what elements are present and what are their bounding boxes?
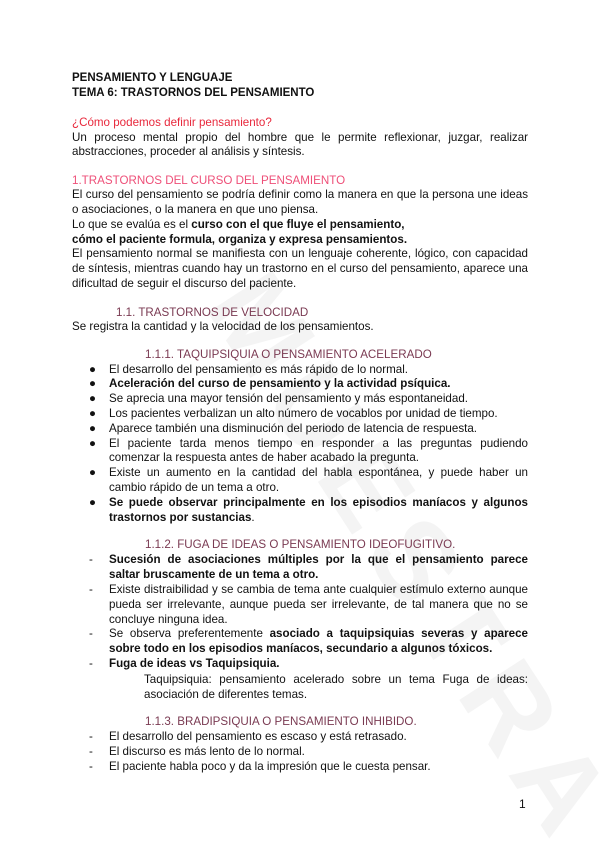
list-item: ● Se puede observar principalmente en los episodios maníacos y algunos trastornos por sustancias. (89, 495, 528, 524)
dash-marker: - (89, 582, 93, 596)
list-item: ● Los pacientes verbalizan un alto número de vocablos por unidad de tiempo. (89, 406, 498, 420)
page-number: 1 (519, 797, 526, 811)
taquipsiquia-list (72, 363, 528, 526)
section-1-1-3-heading: 1.1.3. BRADIPSIQUIA O PENSAMIENTO INHIBIDO. (145, 715, 417, 729)
list-item: ● El paciente tarda menos tiempo en responder a las preguntas pudiendo comenzar la respuesta antes de haber acabado la pregunta. (89, 436, 528, 465)
section-1-heading: 1.TRASTORNOS DEL CURSO DEL PENSAMIENTO (72, 174, 346, 188)
list-item: - Fuga de ideas vs Taquipsiquia. (89, 656, 280, 670)
list-item: - Sucesión de asociaciones múltiples por la que el pensamiento parece saltar bruscamente de un tema a otro. (89, 553, 528, 582)
document-content (72, 71, 528, 775)
fuga-ideas-list (72, 553, 528, 671)
section-1-1-2-heading: 1.1.2. FUGA DE IDEAS O PENSAMIENTO IDEOFUGITIVO. (145, 538, 456, 552)
section-1-paragraph-1: El curso del pensamiento se podría definir como la manera en que la persona une ideas o asociaciones, o la manera en que uno piensa. (72, 188, 528, 216)
intro-answer: Un proceso mental propio del hombre que le permite reflexionar, juzgar, realizar abstracciones, proceder al análisis y síntesis. (72, 130, 528, 159)
list-item: ● Aceleración del curso de pensamiento y la actividad psíquica. (89, 377, 451, 391)
bullet-marker: ● (89, 392, 97, 406)
bullet-marker: ● (89, 406, 97, 420)
list-item: - El desarrollo del pensamiento es escaso y está retrasado. (89, 730, 407, 744)
bullet-marker: ● (89, 421, 97, 435)
section-1-1-1-heading: 1.1.1. TAQUIPSIQUIA O PENSAMIENTO ACELERADO (145, 347, 432, 361)
bullet-marker: ● (89, 436, 97, 450)
list-item: ● Existe un aumento en la cantidad del habla espontánea, y puede haber un cambio rápido de un tema a otro. (89, 466, 528, 494)
section-1-1-text: Se registra la cantidad y la velocidad de los pensamientos. (72, 319, 374, 333)
bullet-marker: ● (89, 362, 97, 376)
dash-marker: - (89, 656, 93, 670)
comparison-note: Taquipsiquia: pensamiento acelerado sobre un tema Fuga de ideas: asociación de diferentes temas. (144, 672, 528, 701)
list-item: - El paciente habla poco y da la impresión que le cuesta pensar. (89, 759, 431, 773)
dash-marker: - (89, 730, 93, 744)
list-item: ● Se aprecia una mayor tensión del pensamiento y más espontaneidad. (89, 392, 468, 406)
bullet-marker: ● (89, 377, 97, 391)
list-item: ● Aparece también una disminución del periodo de latencia de respuesta. (89, 421, 478, 435)
intro-question: ¿Cómo podemos definir pensamiento? (72, 116, 272, 129)
dash-marker: - (89, 553, 93, 567)
list-item: - El discurso es más lento de lo normal. (89, 745, 305, 759)
dash-marker: - (89, 627, 93, 641)
section-1-1-heading: 1.1. TRASTORNOS DE VELOCIDAD (116, 305, 309, 319)
dash-marker: - (89, 759, 93, 773)
dash-marker: - (89, 745, 93, 759)
document-title: PENSAMIENTO Y LENGUAJE (72, 72, 233, 84)
document-subtitle: TEMA 6: TRASTORNOS DEL PENSAMIENTO (72, 87, 315, 99)
bradipsiquia-list (72, 730, 528, 774)
section-1-paragraph-3: cómo el paciente formula, organiza y expresa pensamientos. (72, 232, 408, 246)
list-item: - Se observa preferentemente asociado a taquipsiquias severas y aparece sobre todo en los episodios maníacos, secundario a algunos tóxicos. (89, 627, 528, 656)
bullet-marker: ● (89, 466, 97, 480)
bullet-marker: ● (89, 495, 97, 509)
list-item: - Existe distraibilidad y se cambia de tema ante cualquier estímulo externo aunque pueda ser irrelevante, aunque pueda ser irrelevante, de tal manera que no se concluye ninguna idea. (89, 582, 528, 626)
section-1-paragraph-2: Lo que se evalúa es el curso con el que fluye el pensamiento, (72, 217, 405, 231)
list-item: ● El desarrollo del pensamiento es más rápido de lo normal. (89, 362, 409, 376)
section-1-paragraph-4: El pensamiento normal se manifiesta con un lenguaje coherente, lógico, con capacidad de síntesis, mientras cuando hay un trastorno en el curso del pensamiento, aparece una dificultad de seguir el discurso del paciente. (72, 247, 528, 290)
